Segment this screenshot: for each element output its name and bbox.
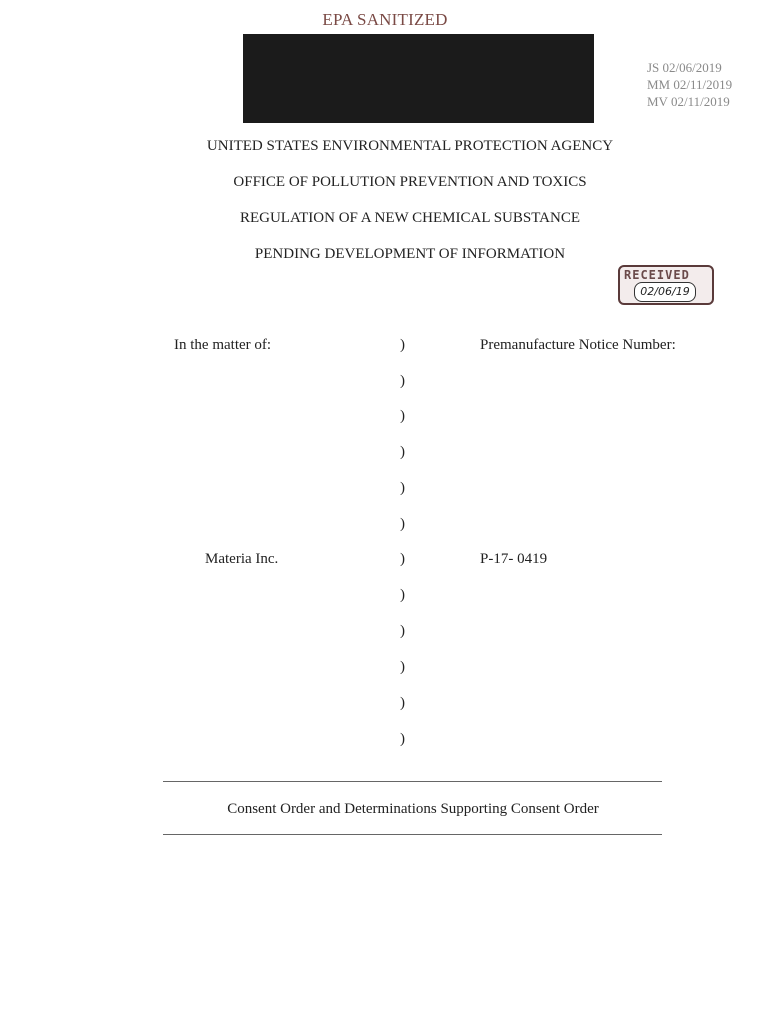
regulation-heading: REGULATION OF A NEW CHEMICAL SUBSTANCE (239, 210, 581, 226)
pmn-number: P-17- 0419 (480, 551, 548, 567)
epa-sanitized-watermark: EPA SANITIZED (322, 10, 448, 29)
caption-paren: ) (400, 659, 405, 675)
caption-paren: ) (400, 623, 405, 639)
review-initials (647, 59, 732, 110)
stamp-word: RECEIVED (624, 268, 690, 282)
caption-paren: ) (400, 408, 405, 424)
caption-paren: ) (400, 373, 405, 389)
pending-heading: PENDING DEVELOPMENT OF INFORMATION (254, 246, 566, 262)
top-rule (163, 781, 662, 782)
document-title: Consent Order and Determinations Supporting Consent Order (227, 801, 599, 817)
caption-paren: ) (400, 337, 405, 353)
caption-paren: ) (400, 587, 405, 603)
caption-paren: ) (400, 444, 405, 460)
redaction-block (243, 34, 594, 123)
caption-paren: ) (400, 516, 405, 532)
bottom-rule (163, 834, 662, 835)
agency-heading: UNITED STATES ENVIRONMENTAL PROTECTION AGENCY (206, 138, 614, 154)
caption-paren: ) (400, 480, 405, 496)
pmn-label: Premanufacture Notice Number: (480, 337, 676, 353)
caption-paren: ) (400, 695, 405, 711)
company-name: Materia Inc. (205, 551, 279, 567)
office-heading: OFFICE OF POLLUTION PREVENTION AND TOXICS (233, 174, 587, 190)
initials-line: MM 02/11/2019 (647, 77, 733, 92)
stamp-date: 02/06/19 (634, 282, 696, 302)
matter-label: In the matter of: (174, 337, 272, 353)
received-stamp (618, 265, 714, 305)
caption-paren: ) (400, 731, 405, 747)
caption-paren: ) (400, 551, 405, 567)
initials-line: JS 02/06/2019 (647, 60, 722, 75)
initials-line: MV 02/11/2019 (647, 94, 730, 109)
